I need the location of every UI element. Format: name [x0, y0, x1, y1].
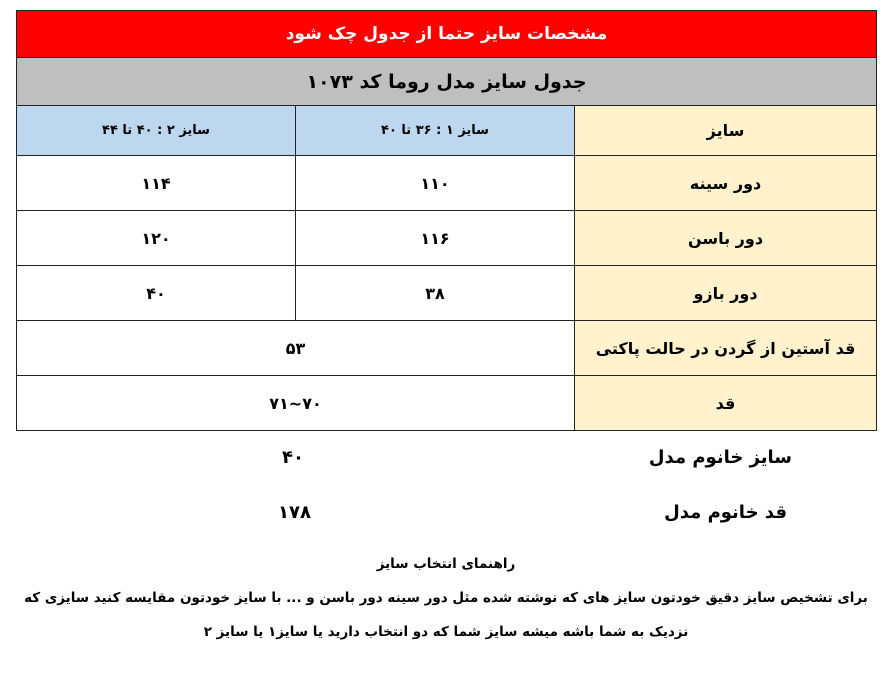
table-subtitle: جدول سایز مدل روما کد ۱۰۷۳	[17, 58, 877, 106]
guide-line1: برای تشخیص سایز دقیق خودتون سایز های که نوشته شده مثل دور سینه دور باسن و ... با سایز خودتون مقایسه کنید سایزی که	[24, 590, 868, 606]
size-table	[16, 10, 877, 431]
row-label: قد آستین از گردن در حالت پاکتی	[575, 321, 877, 376]
row-label: دور باسن	[575, 211, 877, 266]
guide-title: راهنمای انتخاب سایز	[376, 556, 516, 572]
size1-value: ۱۱۰	[296, 156, 575, 211]
merged-value: ۷۰~۷۱	[17, 376, 575, 431]
table-row	[17, 321, 877, 376]
row-label: قد	[575, 376, 877, 431]
row-label: دور بازو	[575, 266, 877, 321]
table-row	[17, 266, 877, 321]
row-label: دور سینه	[575, 156, 877, 211]
header-size2: سایز ۲ : ۴۰ تا ۴۴	[17, 106, 296, 156]
model-height-label: قد خانوم مدل	[664, 502, 787, 523]
table-row	[17, 211, 877, 266]
table-row	[17, 376, 877, 431]
guide-line2: نزدیک به شما باشه میشه سایز شما که دو انتخاب دارید یا سایز۱ یا سایز ۲	[203, 624, 689, 640]
header-size-label: سایز	[575, 106, 877, 156]
model-size-value: ۴۰	[282, 447, 304, 468]
size2-value: ۱۱۴	[17, 156, 296, 211]
size1-value: ۳۸	[296, 266, 575, 321]
header-size1: سایز ۱ : ۳۶ تا ۴۰	[296, 106, 575, 156]
table-row	[17, 156, 877, 211]
size2-value: ۱۲۰	[17, 211, 296, 266]
table-title: مشخصات سایز حتما از جدول چک شود	[17, 11, 877, 58]
size2-value: ۴۰	[17, 266, 296, 321]
model-height-value: ۱۷۸	[278, 502, 311, 523]
model-size-label: سایز خانوم مدل	[648, 447, 792, 468]
merged-value: ۵۳	[17, 321, 575, 376]
size1-value: ۱۱۶	[296, 211, 575, 266]
